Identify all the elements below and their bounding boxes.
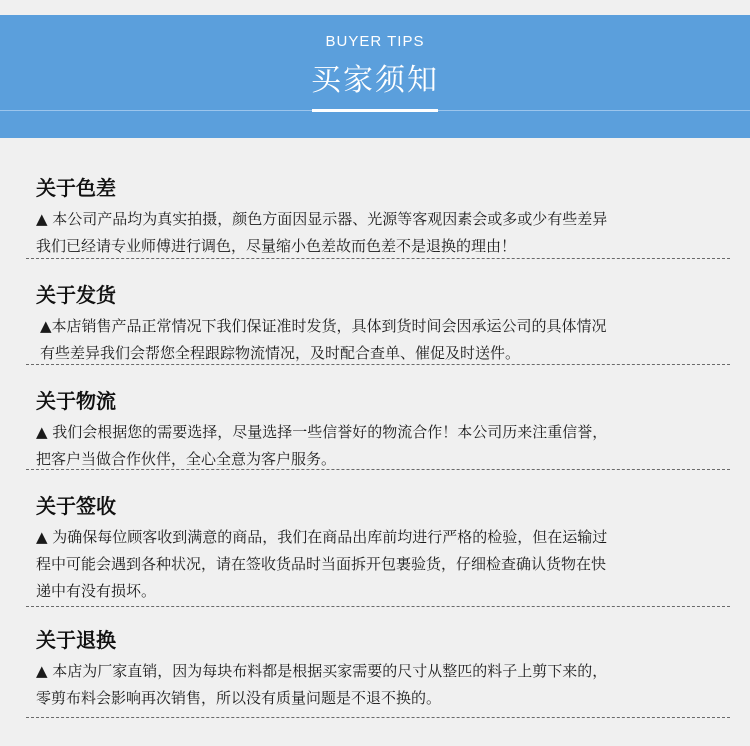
section-line: 把客户当做合作伙伴，全心全意为客户服务。 <box>36 450 337 468</box>
section-line: 零剪布料会影响再次销售，所以没有质量问题是不退不换的。 <box>36 689 442 707</box>
section-title: 关于色差 <box>36 176 116 200</box>
section-line: ▲ 本店为厂家直销，因为每块布料都是根据买家需要的尺寸从整匹的料子上剪下来的， <box>36 662 608 680</box>
section-divider <box>26 364 730 365</box>
section-line: ▲ 本公司产品均为真实拍摄，颜色方面因显示器、光源等客观因素会或多或少有些差异 <box>36 210 608 228</box>
section-line: ▲ 我们会根据您的需要选择，尽量选择一些信誉好的物流合作！本公司历来注重信誉， <box>36 423 608 441</box>
section-divider <box>26 258 730 259</box>
section-line: 有些差异我们会帮您全程跟踪物流情况，及时配合查单、催促及时送件。 <box>40 344 521 362</box>
section-line: 递中有没有损坏。 <box>36 582 157 600</box>
section-line: 我们已经请专业师傅进行调色，尽量缩小色差故而色差不是退换的理由！ <box>36 237 517 255</box>
section-divider <box>26 606 730 607</box>
section-body <box>36 206 730 260</box>
banner-title-underline <box>312 109 438 112</box>
section-body <box>36 419 730 473</box>
section-body <box>36 658 730 712</box>
buyer-tips-banner <box>0 15 750 138</box>
section-title: 关于物流 <box>36 389 116 413</box>
banner-subtitle-en: BUYER TIPS <box>325 33 425 50</box>
section-body <box>36 524 730 605</box>
section-line: ▲ 为确保每位顾客收到满意的商品，我们在商品出库前均进行严格的检验，但在运输过 <box>36 528 608 546</box>
section-line: ▲本店销售产品正常情况下我们保证准时发货，具体到货时间会因承运公司的具体情况 <box>40 317 607 335</box>
section-title: 关于发货 <box>36 283 116 307</box>
section-divider <box>26 717 730 718</box>
banner-title: 买家须知 <box>311 63 439 98</box>
section-title: 关于签收 <box>36 494 116 518</box>
section-title: 关于退换 <box>36 628 116 652</box>
section-divider <box>26 469 730 470</box>
section-body <box>40 313 734 367</box>
section-line: 程中可能会遇到各种状况，请在签收货品时当面拆开包裹验货，仔细检查确认货物在快 <box>36 555 607 573</box>
